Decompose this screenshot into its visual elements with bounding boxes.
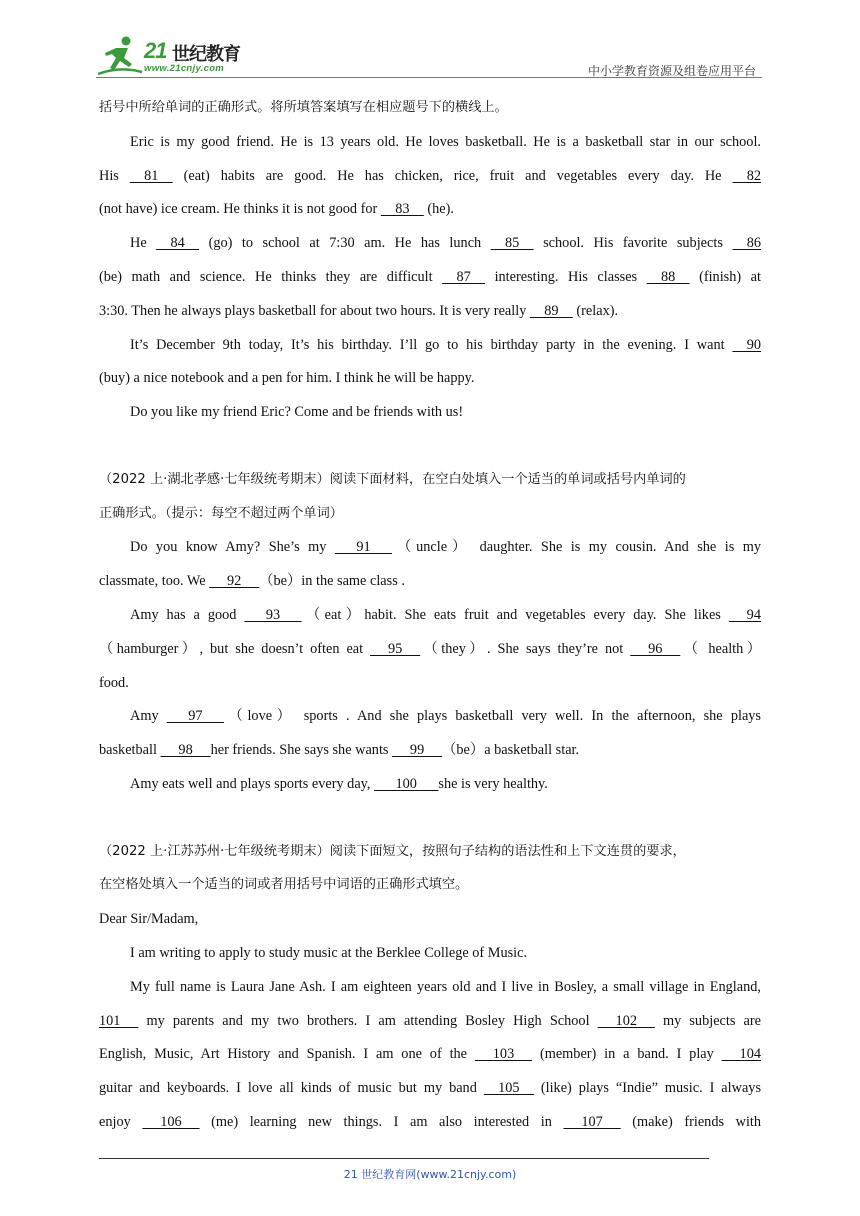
header-divider <box>96 77 762 78</box>
answer-blank-82[interactable]: 82 <box>732 167 762 184</box>
answer-blank-84[interactable]: 84 <box>156 235 200 252</box>
runner-logo-icon <box>96 34 144 78</box>
footer-link[interactable]: 21 世纪教育网(www.21cnjy.com) <box>343 1168 517 1181</box>
section3-intro-line: （2022 上·江苏苏州·七年级统考期末）阅读下面短文，按照句子结构的语法性和上下文连贯的要求， <box>99 843 686 859</box>
paragraph-line: (not have) ice cream. He thinks it is not good for 83 (he). <box>99 201 454 218</box>
logo-text: 世纪教育 <box>172 44 240 65</box>
answer-blank-103[interactable]: 103 <box>474 1046 533 1063</box>
logo-number: 21 <box>144 38 167 63</box>
paragraph-line: It’s December 9th today, It’s his birthday. I’ll go to his birthday party in the evening. I want 90 <box>130 336 762 353</box>
page-header <box>96 34 762 78</box>
paragraph-line: My full name is Laura Jane Ash. I am eighteen years old and I live in Bosley, a small village in England, <box>130 978 761 995</box>
answer-blank-102[interactable]: 102 <box>597 1012 655 1029</box>
paragraph-line: Amy has a good 93 （eat）habit. She eats fruit and vegetables every day. She likes 94 <box>130 606 761 623</box>
paragraph-line: 101 my parents and my two brothers. I am attending Bosley High School 102 my subjects are <box>99 1012 762 1029</box>
answer-blank-95[interactable]: 95 <box>370 640 421 657</box>
paragraph-line: Amy 97 （love） sports . And she plays basketball very well. In the afternoon, she plays <box>130 708 761 725</box>
paragraph-line: He 84 (go) to school at 7:30 am. He has lunch 85 school. His favorite subjects 86 <box>130 235 762 252</box>
answer-blank-96[interactable]: 96 <box>630 640 681 657</box>
answer-blank-93[interactable]: 93 <box>244 606 302 623</box>
paragraph-line: basketball 98 her friends. She says she wants 99 （be）a basketball star. <box>99 742 580 759</box>
answer-blank-85[interactable]: 85 <box>490 235 534 252</box>
paragraph-line: enjoy 106 (me) learning new things. I am also interested in 107 (make) friends with <box>99 1113 762 1130</box>
paragraph-line: food. <box>99 674 129 691</box>
answer-blank-94[interactable]: 94 <box>728 606 761 623</box>
answer-blank-88[interactable]: 88 <box>646 268 690 285</box>
footer-divider <box>99 1158 709 1159</box>
paragraph-line: Eric is my good friend. He is 13 years old. He loves basketball. He is a basketball star in our school. <box>130 133 761 150</box>
answer-blank-104[interactable]: 104 <box>721 1046 761 1063</box>
answer-blank-87[interactable]: 87 <box>442 268 486 285</box>
answer-blank-91[interactable]: 91 <box>334 539 393 556</box>
paragraph-line: (be) math and science. He thinks they are difficult 87 interesting. His classes 88 (finish) at <box>99 268 761 285</box>
answer-blank-98[interactable]: 98 <box>160 742 211 759</box>
logo-url: www.21cnjy.com <box>144 63 225 74</box>
answer-blank-90[interactable]: 90 <box>732 336 762 353</box>
section2-intro-line: （2022 上·湖北孝感·七年级统考期末）阅读下面材料，在空白处填入一个适当的单词或括号内单词的 <box>99 471 686 487</box>
paragraph-line: （hamburger）, but she doesn’t often eat 95 （they）. She says they’re not 96 （ health） <box>99 640 762 657</box>
letter-greeting: Dear Sir/Madam, <box>99 911 199 928</box>
answer-blank-100[interactable]: 100 <box>374 775 439 792</box>
document-body <box>99 101 761 1149</box>
answer-blank-97[interactable]: 97 <box>166 708 224 725</box>
section3-intro-line: 在空格处填入一个适当的词或者用括号中词语的正确形式填空。 <box>99 877 469 893</box>
answer-blank-99[interactable]: 99 <box>392 742 443 759</box>
paragraph-line: (buy) a nice notebook and a pen for him. I think he will be happy. <box>99 370 475 387</box>
answer-blank-81[interactable]: 81 <box>129 167 173 184</box>
paragraph-line: His 81 (eat) habits are good. He has chicken, rice, fruit and vegetables every day. He 82 <box>99 167 762 184</box>
paragraph-line: guitar and keyboards. I love all kinds of music but my band 105 (like) plays “Indie” music. I always <box>99 1080 762 1097</box>
paragraph-line: Amy eats well and plays sports every day, 100 she is very healthy. <box>130 775 548 792</box>
section1-intro-line: 括号中所给单词的正确形式。将所填答案填写在相应题号下的横线上。 <box>99 100 508 115</box>
paragraph-line: I am writing to apply to study music at the Berklee College of Music. <box>130 944 528 961</box>
answer-blank-86[interactable]: 86 <box>732 235 762 252</box>
paragraph-line: classmate, too. We 92 （be）in the same class . <box>99 573 405 590</box>
paragraph-line: 3:30. Then he always plays basketball for about two hours. It is very really 89 (relax). <box>99 302 619 319</box>
section2-intro-line: 正确形式。（提示：每空不超过两个单词） <box>99 505 343 521</box>
platform-name: 中小学教育资源及组卷应用平台 <box>587 64 756 78</box>
answer-blank-107[interactable]: 107 <box>563 1113 621 1130</box>
answer-blank-106[interactable]: 106 <box>142 1113 200 1130</box>
paragraph-line: English, Music, Art History and Spanish. I am one of the 103 (member) in a band. I play 104 <box>99 1046 761 1063</box>
answer-blank-83[interactable]: 83 <box>380 201 424 218</box>
answer-blank-92[interactable]: 92 <box>209 573 260 590</box>
answer-blank-101[interactable]: 101 <box>99 1012 139 1029</box>
paragraph-line: Do you know Amy? She’s my 91 （uncle） daughter. She is my cousin. And she is my <box>130 539 761 556</box>
page-footer[interactable] <box>0 1166 860 1182</box>
answer-blank-89[interactable]: 89 <box>529 302 573 319</box>
answer-blank-105[interactable]: 105 <box>483 1080 534 1097</box>
paragraph-line: Do you like my friend Eric? Come and be friends with us! <box>130 404 464 421</box>
site-logo[interactable] <box>96 34 266 78</box>
